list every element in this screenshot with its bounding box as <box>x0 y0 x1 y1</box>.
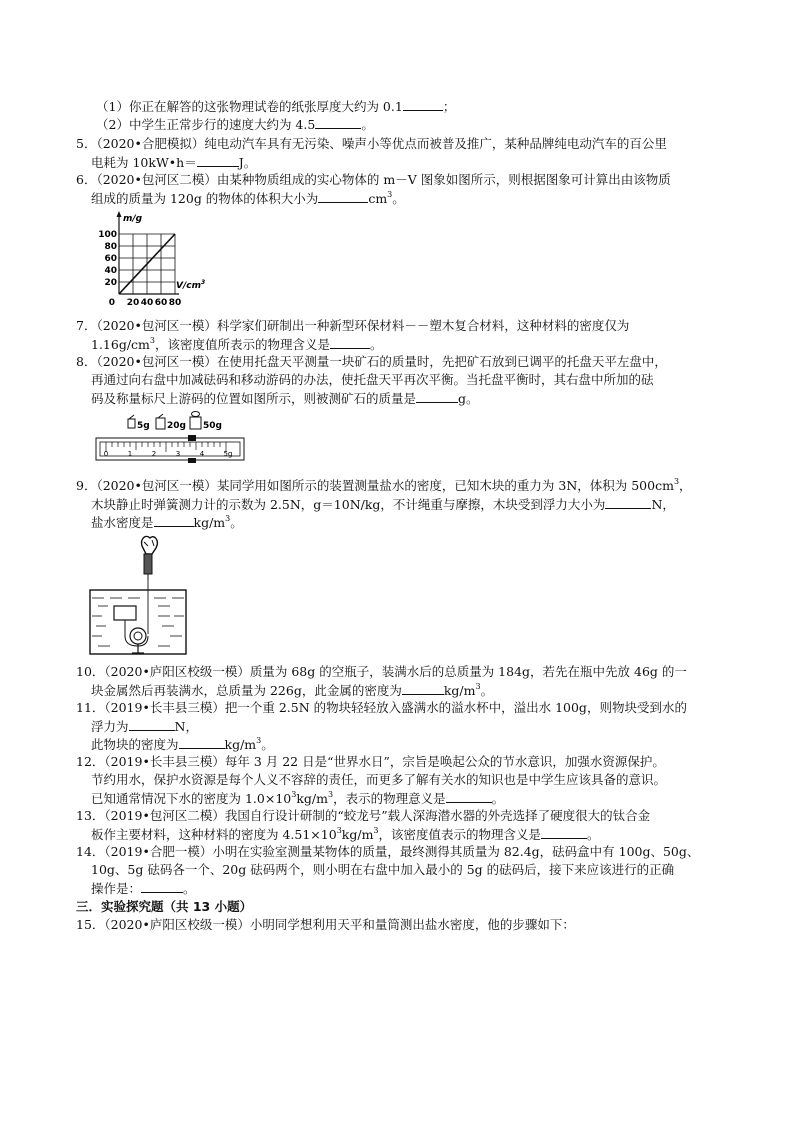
q5-line1: 5．（2020•合肥模拟）纯电动汽车具有无污染、噪声小等优点而被普及推广，某种品牌纯电动汽车的百公里 <box>76 136 667 151</box>
mass-volume-graph <box>93 208 213 308</box>
q12-line2: 节约用水，保护水资源是每个人义不容辞的责任，而更多了解有关水的知识也是中学生应该具备的意识。 <box>91 772 667 787</box>
q8-line3: 码及称量标尺上游码的位置如图所示，则被测矿石的质量是 g。 <box>91 391 479 406</box>
answer-blank[interactable] <box>179 736 225 749</box>
hand-icon <box>142 536 158 554</box>
q11-line2: 浮力为 N， <box>91 719 198 734</box>
scale-rider <box>188 435 196 441</box>
wooden-block <box>114 606 136 620</box>
q12-line3: 已知通常情况下水的密度为 $1.0\times 10^3kg/m^3$，表示的物理意义是 。 <box>91 790 505 806</box>
q4-sub2-text: （2）中学生正常步行的速度大约为 4.5 <box>96 117 316 132</box>
q8-line1: 8．（2020•包河区一模）在使用托盘天平测量一块矿石的质量时，先把矿石放到已调平的托盘天平左盘中， <box>76 354 667 369</box>
balance-scale-figure <box>92 410 252 474</box>
y-tick: 20 <box>104 278 117 288</box>
y-axis-label: m/g <box>123 214 143 224</box>
q13-line2: 板作主要材料，这种材料的密度为 $4.51\times 10^3kg/m^3$，该密度值表示的物理含义是 。 <box>91 826 600 842</box>
q12-line1: 12．（2019•长丰县三模）每年 3 月 22 日是“世界水日”，宗旨是唤起公众的节水意识，加强水资源保护。 <box>76 754 665 769</box>
q4-sub1-text: （1）你正在解答的这张物理试卷的纸张厚度大约为 0.1 <box>96 99 403 114</box>
x-axis-label: $V/cm^3$ <box>176 279 206 291</box>
x-tick: 40 <box>140 298 154 308</box>
q7-line1: 7．（2020•包河区一模）科学家们研制出一种新型环保材料－－塑木复合材料，这种材料的密度仅为 <box>76 318 630 333</box>
x-tick: 80 <box>168 298 182 308</box>
answer-blank[interactable] <box>446 790 492 803</box>
q5-line2: 电耗为 10kW•h＝ J。 <box>91 155 257 170</box>
answer-blank[interactable] <box>541 826 587 839</box>
section-title: 三．实验探究题（共 13 小题） <box>76 899 253 914</box>
q11-line1: 11．（2019•长丰县三模）把一个重 2.5N 的物块轻轻放入盛满水的溢水杯中，溢出水 100g，则物块受到水的 <box>76 700 687 715</box>
origin-label: 0 <box>108 298 115 308</box>
answer-blank[interactable] <box>605 496 651 509</box>
x-tick: 20 <box>126 298 140 308</box>
pulley <box>130 628 146 644</box>
q11-line3: 此物块的密度为 $kg/m^3$。 <box>91 736 274 752</box>
q14-line2: 10g、5g 砝码各一个、20g 砝码两个，则小明在右盘中加入最小的 5g 的砝码后，接下来应该进行的正确 <box>91 862 675 877</box>
q10-line2: 块金属然后再装满水，总质量为 226g，此金属的密度为 $kg/m^3$。 <box>91 682 494 698</box>
scale-bar <box>96 438 244 460</box>
q8-line2: 再通过向右盘中加减砝码和移动游码的办法，使托盘天平再次平衡。当托盘平衡时，其右盘中所加的砝 <box>91 372 654 387</box>
q9-line2: 木块静止时弹簧测力计的示数为 2.5N，g＝10N/kg，不计绳重与摩擦，木块受到浮力大小为 N， <box>91 497 675 512</box>
svg-text:5g: 5g <box>223 450 233 458</box>
weight-50g <box>190 412 201 430</box>
y-tick: 80 <box>104 242 117 252</box>
answer-blank[interactable] <box>416 390 458 403</box>
x-tick: 60 <box>154 298 168 308</box>
answer-blank[interactable] <box>315 116 361 129</box>
svg-text:1: 1 <box>127 450 133 458</box>
q9-line1: 9．（2020•包河区一模）某同学用如图所示的装置测量盐水的密度，已知木块的重力为 3N，体积为 $500cm^3$， <box>76 477 692 493</box>
answer-blank[interactable] <box>402 682 444 695</box>
q14-line1: 14．（2019•合肥一模）小明在实验室测量某物体的质量，最终测得其质量为 82.4g，砝码盒中有 100g、50g、 <box>76 844 700 859</box>
y-tick: 60 <box>104 254 117 264</box>
q6-line1: 6．（2020•包河区二模）由某种物质组成的实心物体的 m－V 图象如图所示，则根据图象可计算出由该物质 <box>76 172 671 187</box>
svg-text:0: 0 <box>103 450 109 458</box>
q10-line1: 10．（2020•庐阳区校级一模）质量为 68g 的空瓶子，装满水后的总质量为 184g，若先在瓶中先放 46g 的一 <box>76 664 687 679</box>
weight-20g <box>156 414 165 429</box>
svg-text:4: 4 <box>199 450 205 458</box>
weight-5g <box>128 415 135 428</box>
answer-blank[interactable] <box>403 98 443 111</box>
q9-line3: 盐水密度是 $kg/m^3$。 <box>91 514 243 530</box>
q4-sub1: （1）你正在解答的这张物理试卷的纸张厚度大约为 0.1 ； <box>96 99 456 114</box>
y-tick: 40 <box>104 266 117 276</box>
buoyancy-apparatus-figure <box>88 532 188 656</box>
answer-blank[interactable] <box>141 880 183 893</box>
answer-blank[interactable] <box>197 154 239 167</box>
q15-line1: 15．（2020•庐阳区校级一模）小明同学想利用天平和量筒测出盐水密度，他的步骤如下： <box>76 917 575 932</box>
svg-text:5g: 5g <box>137 421 150 431</box>
q13-line1: 13．（2019•包河区二模）我国自行设计研制的“蛟龙号”载人深海潜水器的外壳选择了硬度很大的钛合金 <box>76 808 651 823</box>
y-tick: 100 <box>98 230 117 240</box>
q7-line2: $1.16g/cm^3$，该密度值所表示的物理含义是 。 <box>91 336 383 352</box>
q4-sub2: （2）中学生正常步行的速度大约为 4.5 。 <box>96 117 374 132</box>
svg-text:20g: 20g <box>167 421 186 431</box>
svg-text:50g: 50g <box>203 421 222 431</box>
q6-line2: 组成的质量为 120g 的物体的体积大小为 $cm^3$。 <box>91 190 405 206</box>
svg-text:2: 2 <box>151 450 157 458</box>
answer-blank[interactable] <box>318 190 368 203</box>
svg-text:3: 3 <box>175 450 181 458</box>
q14-line3: 操作是： 。 <box>91 881 196 896</box>
spring-scale <box>144 554 152 574</box>
answer-blank[interactable] <box>154 514 194 527</box>
answer-blank[interactable] <box>330 336 370 349</box>
answer-blank[interactable] <box>129 718 175 731</box>
